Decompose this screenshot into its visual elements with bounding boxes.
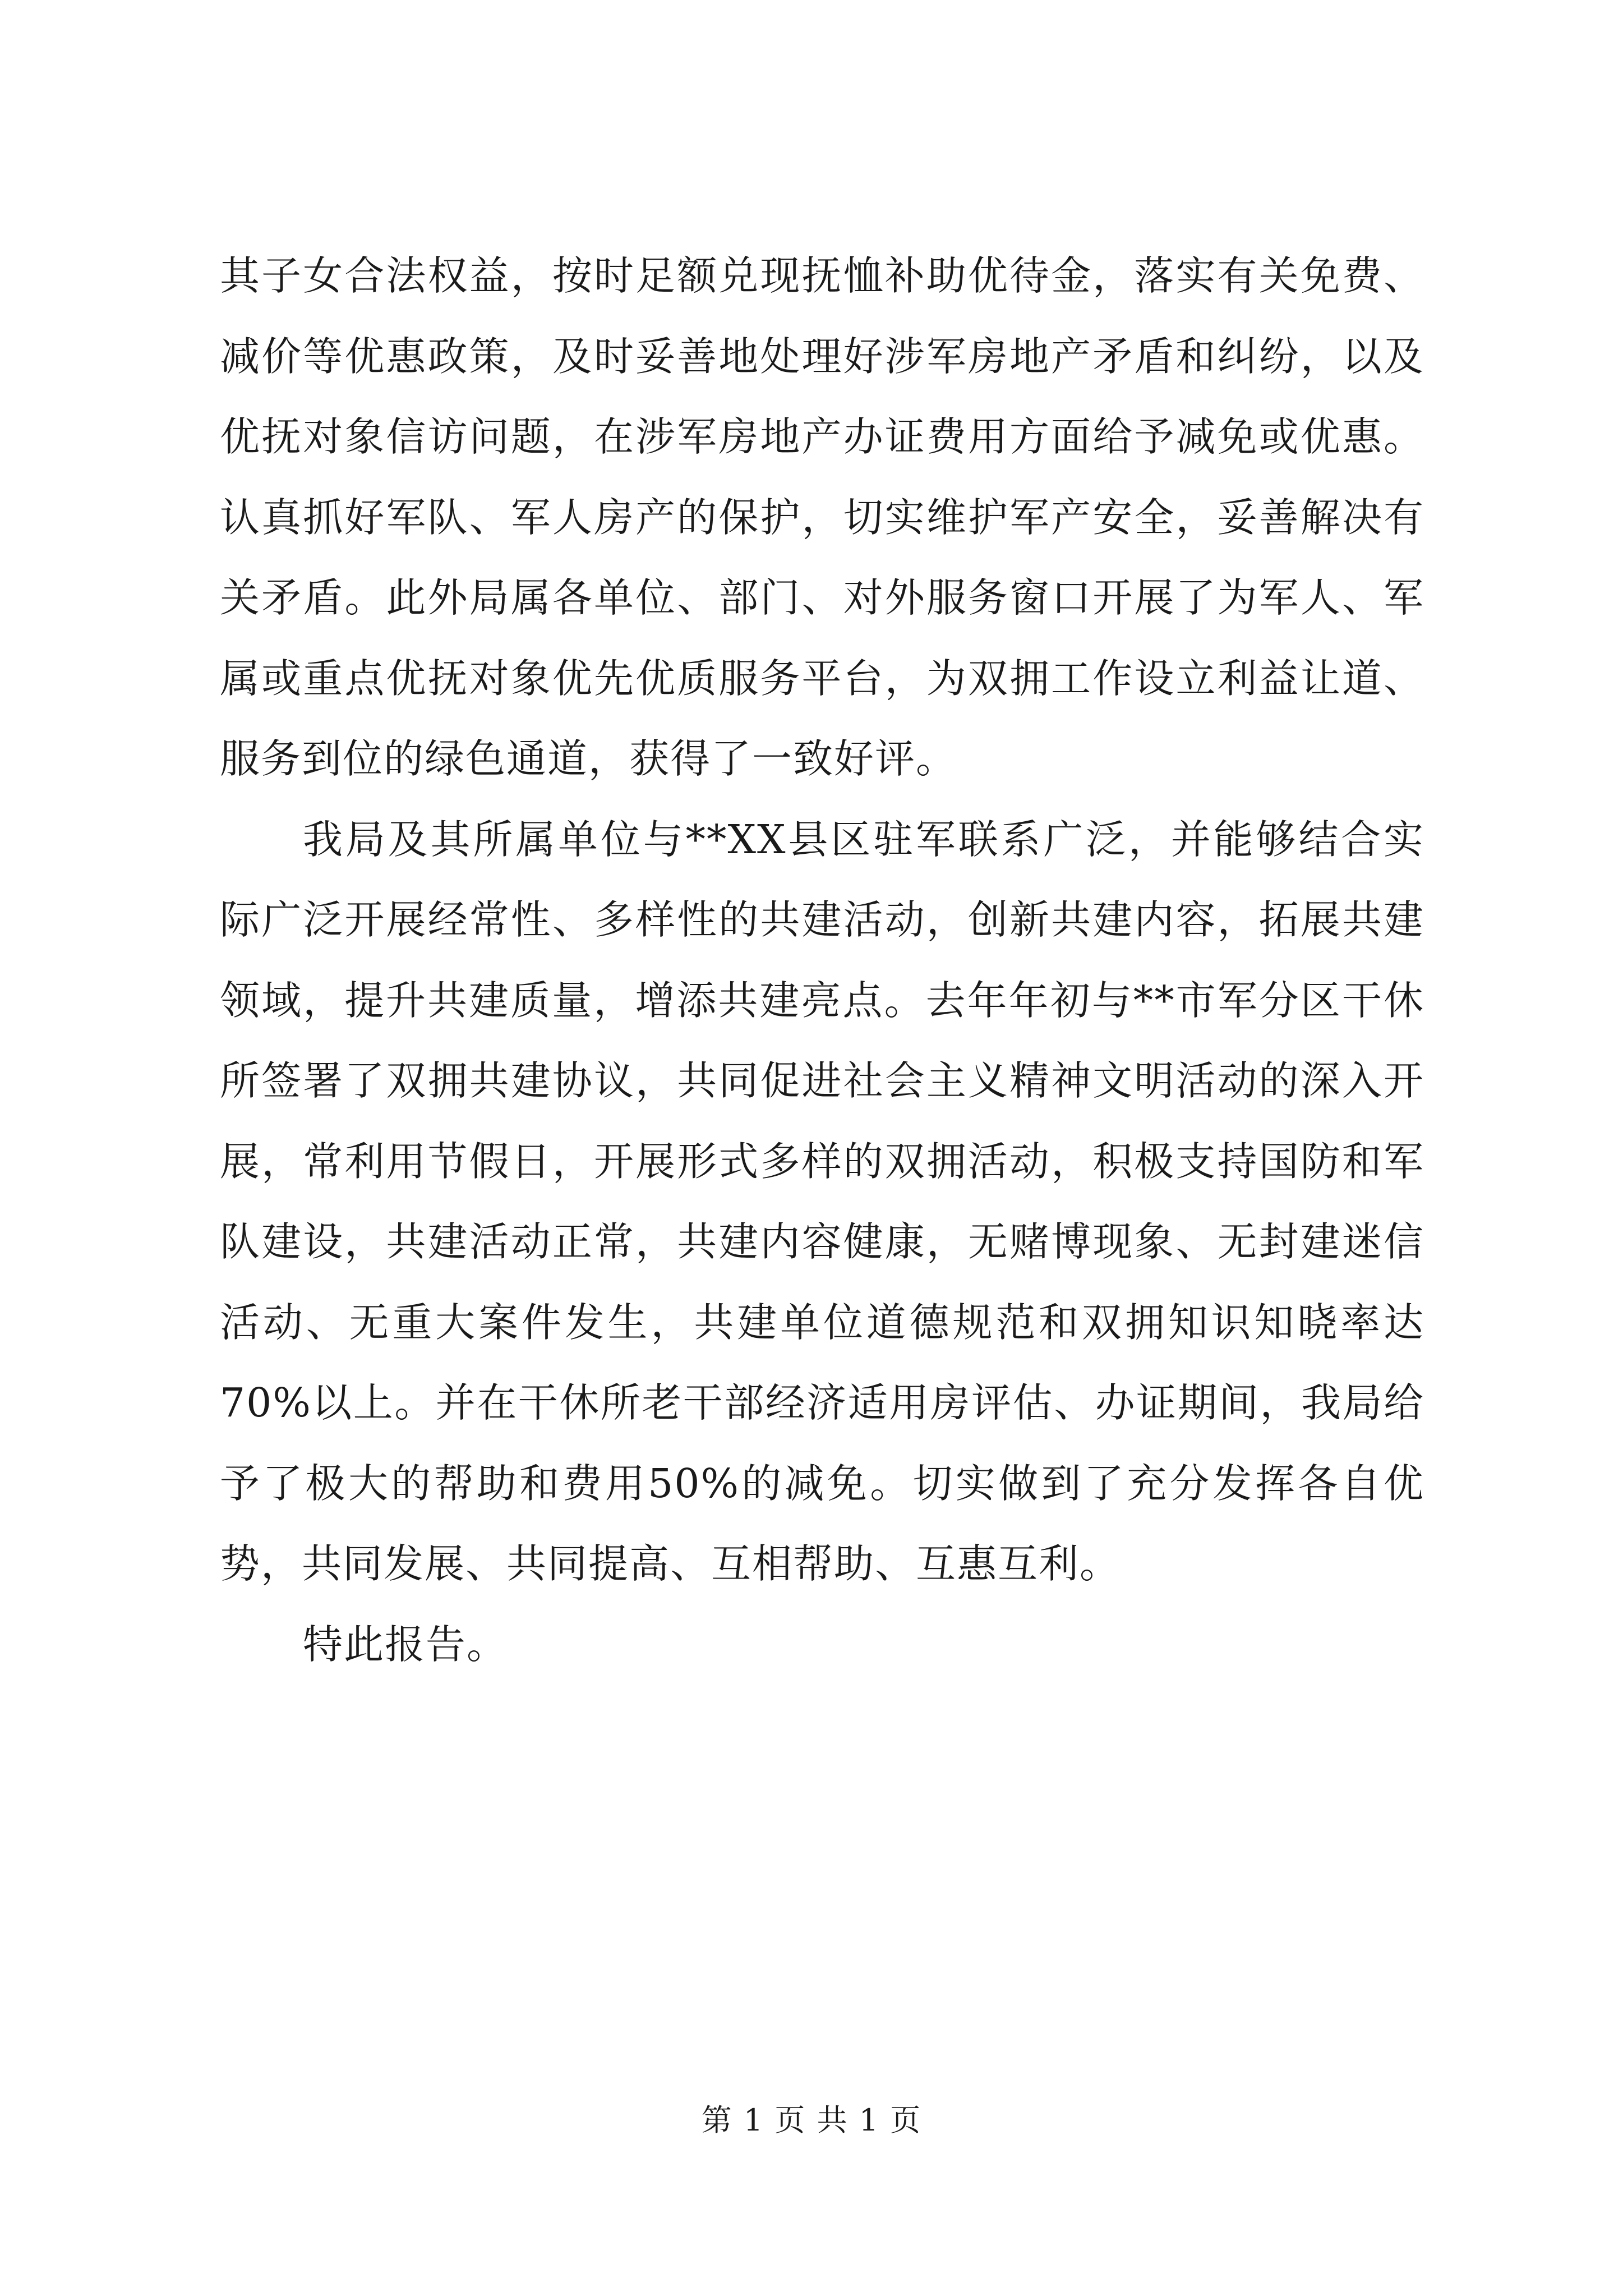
paragraph-joint-building: 我局及其所属单位与**XX县区驻军联系广泛，并能够结合实际广泛开展经常性、多样性的共建活动，创新共建内容，拓展共建领域，提升共建质量，增添共建亮点。去年年初与**市军分区干休所签署了双拥共建协议，共同促进社会主义精神文明活动的深入开展，常利用节假日，开展形式多样的双拥活动，积极支持国防和军队建设，共建活动正常，共建内容健康，无赌博现象、无封建迷信活动、无重大案件发生，共建单位道德规范和双拥知识知晓率达70%以上。并在干休所老干部经济适用房评估、办证期间，我局给予了极大的帮助和费用50%的减免。切实做到了充分发挥各自优势，共同发展、共同提高、互相帮助、互惠互利。 <box>220 816 1424 1587</box>
paragraph-continued: 其子女合法权益，按时足额兑现抚恤补助优待金，落实有关免费、减价等优惠政策，及时妥善地处理好涉军房地产矛盾和纠纷，以及优抚对象信访问题，在涉军房地产办证费用方面给予减免或优惠。认真抓好军队、军人房产的保护，切实维护军产安全，妥善解决有关矛盾。此外局属各单位、部门、对外服务窗口开展了为军人、军属或重点优抚对象优先优质服务平台，为双拥工作设立利益让道、服务到位的绿色通道，获得了一致好评。 <box>220 252 1424 782</box>
page-footer: 第 1 页 共 1 页 <box>701 2102 922 2138</box>
document-body <box>220 236 1424 1685</box>
paragraph-closing: 特此报告。 <box>303 1621 508 1668</box>
